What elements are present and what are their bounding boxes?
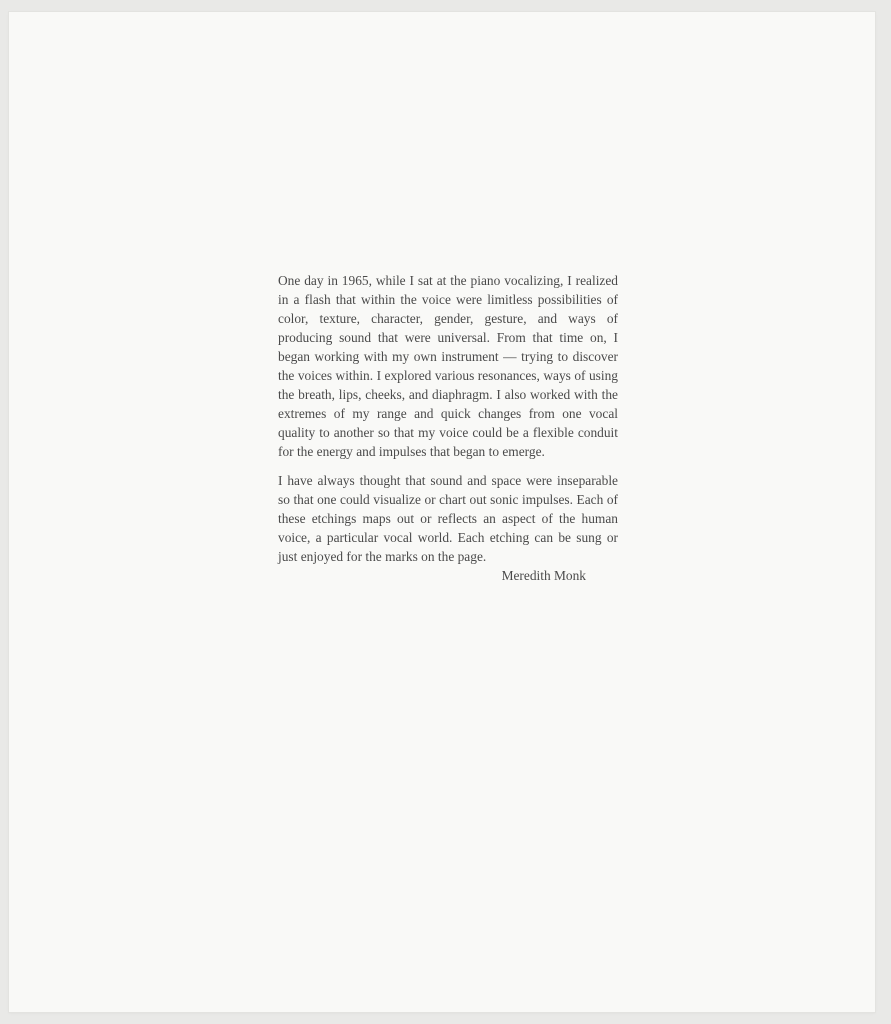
signature: Meredith Monk [501, 568, 586, 583]
paper-sheet [9, 12, 875, 1012]
artist-statement [278, 271, 618, 585]
statement-paragraph-1: One day in 1965, while I sat at the piano vocalizing, I realized in a flash that within the voice were limitless possibilities of color, texture, character, gender, gesture, and ways of producing sound that were universal. From that time on, I began working with my own instrument — trying to discover the voices within. I explored various resonances, ways of using the breath, lips, cheeks, and diaphragm. I also worked with the extremes of my range and quick changes from one vocal quality to another so that my voice could be a flexible conduit for the energy and impulses that began to emerge. [278, 273, 618, 459]
statement-paragraph-2: I have always thought that sound and space were inseparable so that one could visualize or chart out sonic impulses. Each of these etchings maps out or reflects an aspect of the human voice, a particular vocal world. Each etching can be sung or just enjoyed for the marks on the page. [278, 473, 618, 564]
